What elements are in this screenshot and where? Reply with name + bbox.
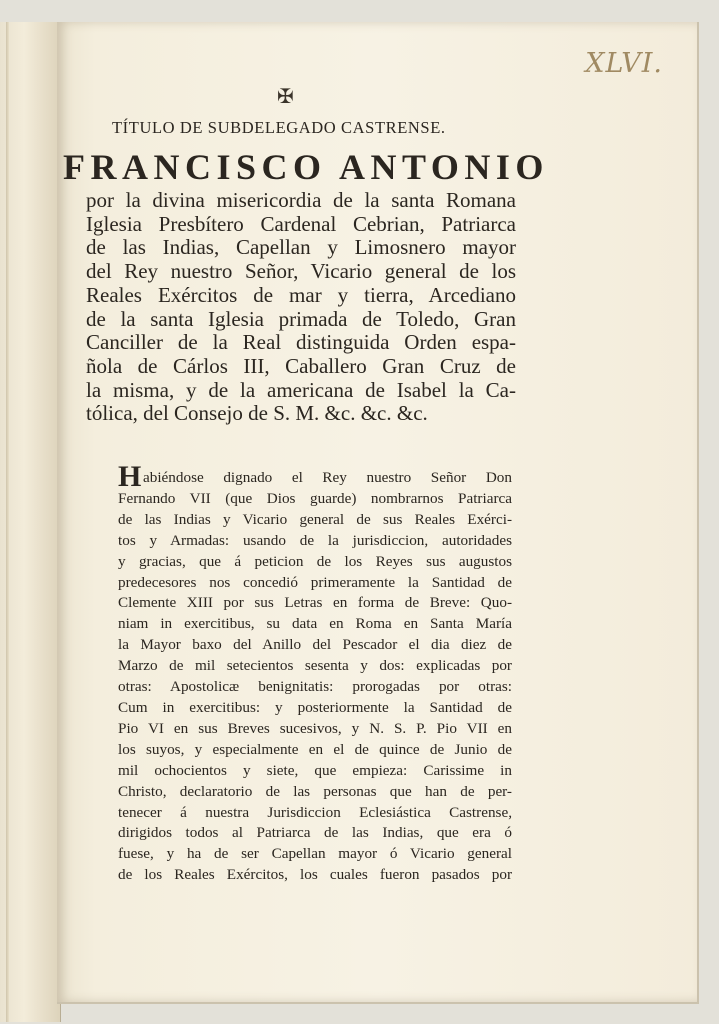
- cross-icon: ✠: [277, 86, 294, 108]
- titles-paragraph: [86, 189, 516, 426]
- body-line: los suyos, y especialmente en el de quince de Junio de: [118, 740, 512, 758]
- titles-line: Canciller de la Real distinguida Orden espa-: [86, 330, 516, 355]
- body-line: de las Indias y Vicario general de sus Reales Exérci-: [118, 510, 512, 528]
- body-line: fuese, y ha de ser Capellan mayor ó Vicario general: [118, 845, 512, 863]
- drop-cap: H: [118, 460, 142, 493]
- titles-line: tólica, del Consejo de S. M. &c. &c. &c.: [86, 401, 428, 426]
- body-line: la Mayor baxo del Anillo del Pescador el dia diez de: [118, 636, 512, 654]
- body-line: Marzo de mil setecientos sesenta y dos: explicadas por: [118, 657, 512, 675]
- body-line: tos y Armadas: usando de la jurisdiccion, autoridades: [118, 531, 512, 549]
- body-line: Pio VI en sus Breves sucesivos, y N. S. P. Pio VII en: [118, 719, 512, 737]
- titles-line: de las Indias, Capellan y Limosnero mayor: [86, 235, 516, 260]
- body-line: abiéndose dignado el Rey nuestro Señor Don: [143, 469, 512, 486]
- body-line: Fernando VII (que Dios guarde) nombrarnos Patriarca: [118, 489, 512, 507]
- document-name-heading: FRANCISCO ANTONIO: [63, 147, 549, 187]
- titles-line: del Rey nuestro Señor, Vicario general de los: [86, 259, 516, 284]
- titles-line: de la santa Iglesia primada de Toledo, Gran: [86, 306, 516, 331]
- body-line: de los Reales Exércitos, los cuales fueron pasados por: [118, 866, 512, 884]
- body-line: niam in exercitibus, su data en Roma en Santa María: [118, 615, 512, 633]
- body-paragraph: [118, 460, 512, 886]
- titles-line: Reales Exércitos de mar y tierra, Arcediano: [86, 282, 516, 307]
- folio-number: XLVI.: [585, 48, 663, 79]
- titles-line: Iglesia Presbítero Cardenal Cebrian, Patriarca: [86, 211, 516, 236]
- page-stack-edge: [6, 22, 9, 1022]
- titles-line: ñola de Cárlos III, Caballero Gran Cruz de: [86, 353, 516, 378]
- body-line: Clemente XIII por sus Letras en forma de Breve: Quo-: [118, 594, 512, 612]
- document-page: [57, 22, 699, 1004]
- body-line: Christo, declaratorio de las personas que han de per-: [118, 782, 512, 800]
- body-line: otras: Apostolicæ benignitatis: prorogadas por otras:: [118, 678, 512, 696]
- titles-line: por la divina misericordia de la santa Romana: [86, 188, 516, 212]
- body-line: Cum in exercitibus: y posteriormente la Santidad de: [118, 698, 512, 716]
- body-line: mil ochocientos y siete, que empieza: Carissime in: [118, 761, 512, 779]
- body-line: predecesores nos concedió primeramente la Santidad de: [118, 573, 512, 591]
- document-subtitle: TÍTULO DE SUBDELEGADO CASTRENSE.: [112, 118, 446, 137]
- previous-page-edge: [0, 22, 61, 1022]
- body-line: y gracias, que á peticion de los Reyes sus augustos: [118, 552, 512, 570]
- titles-line: la misma, y de la americana de Isabel la Ca-: [86, 377, 516, 402]
- body-line: dirigidos todos al Patriarca de las Indias, que era ó: [118, 824, 512, 842]
- body-line: tenecer á nuestra Jurisdiccion Eclesiástica Castrense,: [118, 803, 512, 821]
